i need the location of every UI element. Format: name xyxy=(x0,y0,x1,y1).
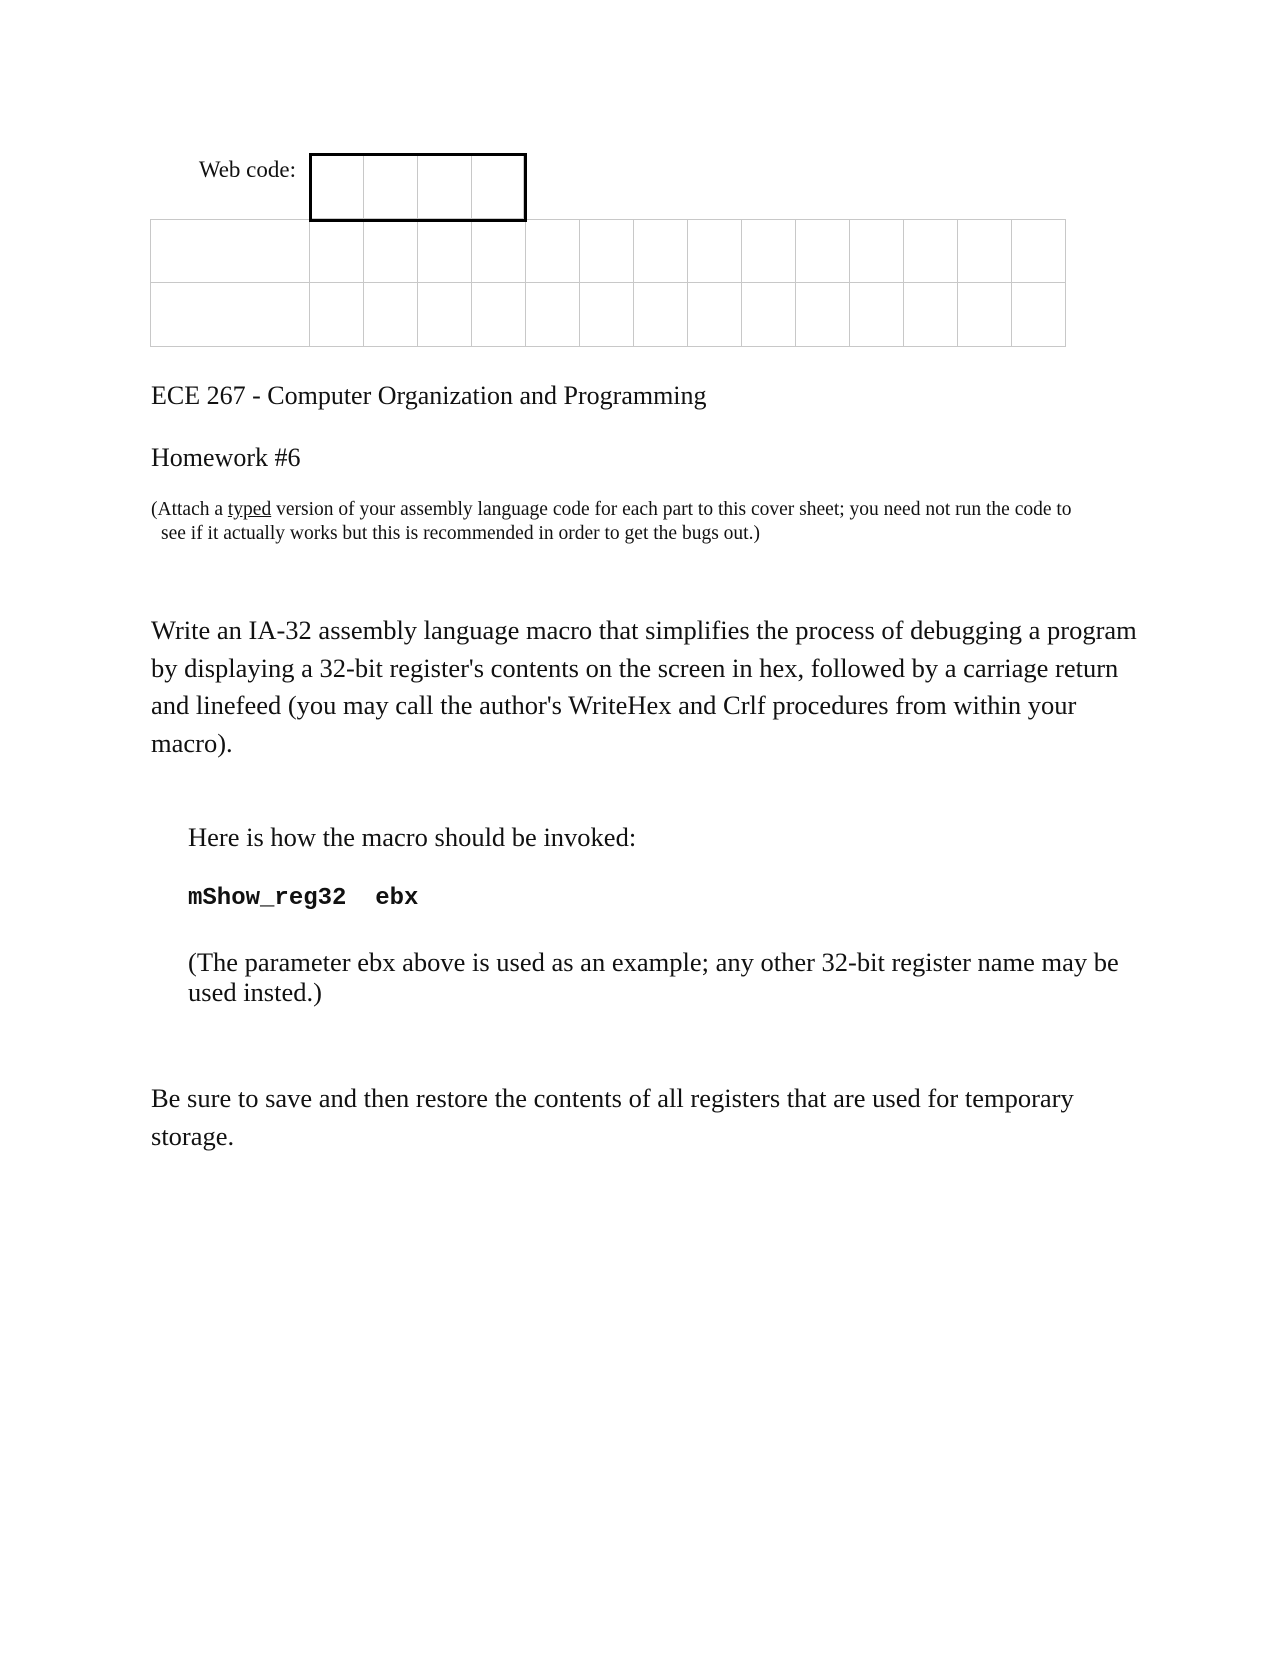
last-name-cell[interactable] xyxy=(957,219,1012,283)
last-name-cell[interactable] xyxy=(579,219,634,283)
problem-statement: Write an IA-32 assembly language macro that simplifies the process of debugging a program by displaying a 32-bit register's contents on the screen in hex, followed by a carriage return and linefeed (you may call the author's WriteHex and Crlf procedures from within your macro). xyxy=(151,615,1137,758)
last-name-cell[interactable] xyxy=(417,219,472,283)
first-name-cell[interactable] xyxy=(741,282,796,347)
last-name-cell[interactable] xyxy=(633,219,688,283)
first-name-cell[interactable] xyxy=(957,282,1012,347)
web-code-box xyxy=(309,153,527,222)
first-name-cell[interactable] xyxy=(363,282,418,347)
last-name-cell[interactable] xyxy=(1011,219,1066,283)
first-name-cell[interactable] xyxy=(471,282,526,347)
instructions-line2: see if it actually works but this is recommended in order to get the bugs out.) xyxy=(161,523,760,544)
last-name-cell[interactable] xyxy=(795,219,850,283)
first-name-cell[interactable] xyxy=(633,282,688,347)
invocation-code: mShow_reg32 ebx xyxy=(188,885,419,912)
last-name-cell[interactable] xyxy=(903,219,958,283)
first-name-cell[interactable] xyxy=(849,282,904,347)
first-name-cell[interactable] xyxy=(525,282,580,347)
attachment-instructions xyxy=(151,498,1141,546)
parameter-note: (The parameter ebx above is used as an example; any other 32-bit register name may be used insted.) xyxy=(188,947,1119,1007)
last-name-label-cell xyxy=(150,219,310,283)
first-name-cell[interactable] xyxy=(687,282,742,347)
instructions-prefix: (Attach a xyxy=(151,499,228,520)
last-name-cell[interactable] xyxy=(849,219,904,283)
homework-title: Homework #6 xyxy=(151,443,301,472)
last-name-cell[interactable] xyxy=(687,219,742,283)
closing-note: Be sure to save and then restore the contents of all registers that are used for temporary storage. xyxy=(151,1083,1074,1151)
last-name-cell[interactable] xyxy=(471,219,526,283)
first-name-label-cell xyxy=(150,282,310,347)
instructions-line1-rest: version of your assembly language code for each part to this cover sheet; you need not run the code to xyxy=(271,499,1072,520)
last-name-cell[interactable] xyxy=(309,219,364,283)
instructions-typed-emphasis: typed xyxy=(227,499,272,520)
course-title: ECE 267 - Computer Organization and Programming xyxy=(151,381,707,410)
first-name-cell[interactable] xyxy=(417,282,472,347)
first-name-cell[interactable] xyxy=(309,282,364,347)
last-name-cell[interactable] xyxy=(741,219,796,283)
last-name-cell[interactable] xyxy=(525,219,580,283)
first-name-cell[interactable] xyxy=(1011,282,1066,347)
first-name-cell[interactable] xyxy=(579,282,634,347)
first-name-cell[interactable] xyxy=(903,282,958,347)
invocation-intro: Here is how the macro should be invoked: xyxy=(188,822,637,852)
first-name-cell[interactable] xyxy=(795,282,850,347)
last-name-cell[interactable] xyxy=(363,219,418,283)
web-code-label: Web code: xyxy=(198,157,296,182)
